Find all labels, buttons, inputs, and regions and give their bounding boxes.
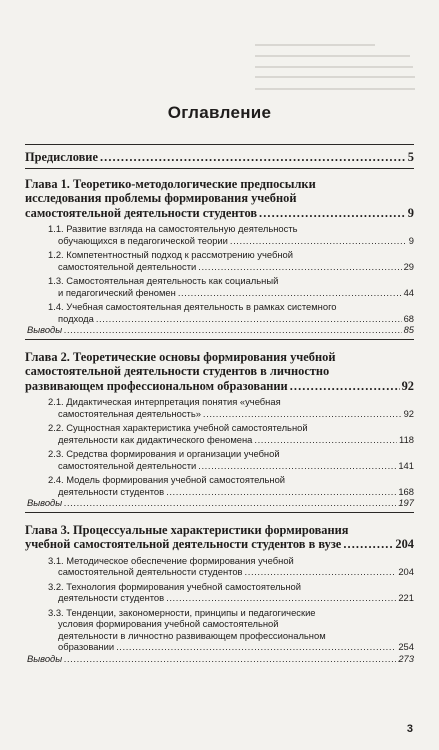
toc-page-number: 68 bbox=[403, 312, 414, 324]
dot-leader bbox=[245, 566, 397, 578]
toc-page-number: 204 bbox=[395, 537, 414, 551]
toc-chapter bbox=[25, 177, 414, 221]
toc-entry-text: исследования проблемы формирования учебной bbox=[25, 191, 297, 205]
toc-entry-text: 2.4. Модель формирования учебной самостоятельной bbox=[48, 474, 286, 485]
toc-entry-text: учебной самостоятельной деятельности студентов в вузе bbox=[25, 537, 342, 551]
toc-page-number: 118 bbox=[399, 433, 414, 445]
toc-entry-text: подхода bbox=[58, 312, 94, 324]
dot-leader bbox=[290, 379, 400, 394]
toc-entry-text: деятельности как дидактического феномена bbox=[58, 433, 253, 445]
toc-page-number: 141 bbox=[398, 459, 414, 471]
toc-section bbox=[25, 555, 414, 578]
toc-entry-text: самостоятельной деятельности студентов bbox=[25, 205, 258, 220]
dot-leader bbox=[198, 261, 401, 273]
dot-leader bbox=[64, 324, 401, 336]
top-rule bbox=[25, 144, 414, 145]
toc-section bbox=[25, 607, 414, 653]
dot-leader bbox=[198, 460, 396, 472]
dot-leader bbox=[166, 592, 396, 604]
dot-leader bbox=[64, 653, 396, 665]
page-title: Оглавление bbox=[167, 103, 272, 122]
toc-entry-text: деятельности студентов bbox=[58, 592, 165, 603]
toc-page-number: 29 bbox=[403, 260, 414, 272]
toc-section bbox=[25, 448, 414, 471]
toc-entry-text: 3.2. Технология формирования учебной самостоятельной bbox=[48, 580, 301, 592]
toc-entry-text: самостоятельной деятельности bbox=[58, 459, 197, 471]
toc-page-number: 85 bbox=[403, 324, 414, 335]
dot-leader bbox=[230, 235, 407, 247]
toc-entry-text: 2.3. Средства формирования и организации учебной bbox=[48, 448, 280, 459]
toc-page-number: 5 bbox=[407, 150, 414, 164]
page-number: 3 bbox=[406, 723, 413, 735]
toc-section bbox=[25, 301, 414, 324]
toc-page-number: 254 bbox=[398, 641, 414, 652]
toc-page-number: 92 bbox=[403, 407, 414, 419]
toc-entry-text: 2.2. Сущностная характеристика учебной самостоятельной bbox=[48, 422, 308, 433]
toc-entry-text: 1.4. Учебная самостоятельная деятельность в рамках системного bbox=[48, 301, 337, 312]
toc-page-number: 92 bbox=[401, 378, 414, 393]
toc-page-number: 221 bbox=[398, 592, 414, 603]
toc-conclusions bbox=[25, 653, 414, 665]
toc-entry-text: Выводы bbox=[27, 652, 63, 664]
toc-entry-text: Выводы bbox=[27, 497, 63, 508]
toc-section bbox=[25, 223, 414, 246]
chapter-separator-rule bbox=[25, 339, 414, 340]
dot-leader bbox=[116, 641, 396, 653]
toc-entry-text: 3.3. Тенденции, закономерности, принципы и педагогические bbox=[48, 606, 316, 618]
toc-page-number: 168 bbox=[398, 485, 414, 497]
toc-section bbox=[25, 581, 414, 604]
toc-page-number: 204 bbox=[398, 566, 414, 577]
dot-leader bbox=[100, 150, 406, 165]
toc-page-number: 44 bbox=[403, 286, 414, 298]
toc-entry-text: Глава 3. Процессуальные характеристики формирования bbox=[25, 522, 349, 537]
toc-entry-text: деятельности студентов bbox=[58, 485, 165, 497]
toc-page-number: 9 bbox=[408, 234, 414, 246]
toc-entry-text: 2.1. Дидактическая интерпретация понятия «учебная bbox=[48, 396, 281, 407]
toc-entry-text: Предисловие bbox=[25, 150, 98, 164]
toc-chapter bbox=[25, 350, 414, 394]
dot-leader bbox=[166, 486, 396, 498]
toc-entry-text: образовании bbox=[58, 641, 115, 652]
dot-leader bbox=[259, 206, 406, 221]
toc-page-number: 197 bbox=[398, 497, 414, 508]
toc-entry-text: 1.1. Развитие взгляда на самостоятельную деятельность bbox=[48, 223, 298, 234]
toc-entry-text: самостоятельная деятельность» bbox=[58, 407, 201, 419]
dot-leader bbox=[203, 408, 402, 420]
rule-after-preface bbox=[25, 168, 414, 169]
toc-entry-text: 1.3. Самостоятельная деятельность как социальный bbox=[48, 275, 279, 286]
dot-leader bbox=[178, 287, 402, 299]
chapter-separator-rule bbox=[25, 512, 414, 513]
toc-chapter bbox=[25, 523, 414, 552]
toc-section bbox=[25, 275, 414, 298]
toc-entry-text: самостоятельной деятельности студентов в личностно bbox=[25, 364, 330, 378]
dot-leader bbox=[254, 434, 397, 446]
dot-leader bbox=[96, 313, 402, 325]
toc-conclusions bbox=[25, 497, 414, 509]
toc-entry-text: самостоятельной деятельности студентов bbox=[58, 566, 243, 577]
toc-section bbox=[25, 474, 414, 497]
toc-chapter bbox=[25, 150, 414, 165]
toc-entry-text: Глава 1. Теоретико-методологические предпосылки bbox=[25, 176, 316, 191]
toc-section bbox=[25, 422, 414, 445]
toc-entry-text: развивающем профессиональном образовании bbox=[25, 378, 288, 393]
dot-leader bbox=[343, 537, 393, 552]
table-of-contents bbox=[25, 150, 414, 664]
toc-page-number: 9 bbox=[407, 205, 414, 220]
toc-entry-text: обучающихся в педагогической теории bbox=[58, 234, 228, 246]
toc-entry-text: условия формирования учебной самостоятельной bbox=[58, 618, 279, 629]
dot-leader bbox=[64, 497, 396, 509]
toc-entry-text: Выводы bbox=[27, 324, 63, 335]
toc-entry-text: 3.1. Методическое обеспечение формирования учебной bbox=[48, 554, 294, 566]
toc-page-number: 273 bbox=[398, 652, 414, 664]
toc-entry-text: самостоятельной деятельности bbox=[58, 260, 197, 272]
toc-conclusions bbox=[25, 324, 414, 336]
toc-entry-text: 1.2. Компетентностный подход к рассмотрению учебной bbox=[48, 249, 293, 260]
toc-entry-text: деятельности в личностно развивающем профессиональном bbox=[58, 629, 326, 641]
toc-section bbox=[25, 249, 414, 272]
toc-entry-text: Глава 2. Теоретические основы формирования учебной bbox=[25, 349, 336, 364]
toc-entry-text: и педагогический феномен bbox=[58, 286, 176, 298]
toc-section bbox=[25, 396, 414, 419]
